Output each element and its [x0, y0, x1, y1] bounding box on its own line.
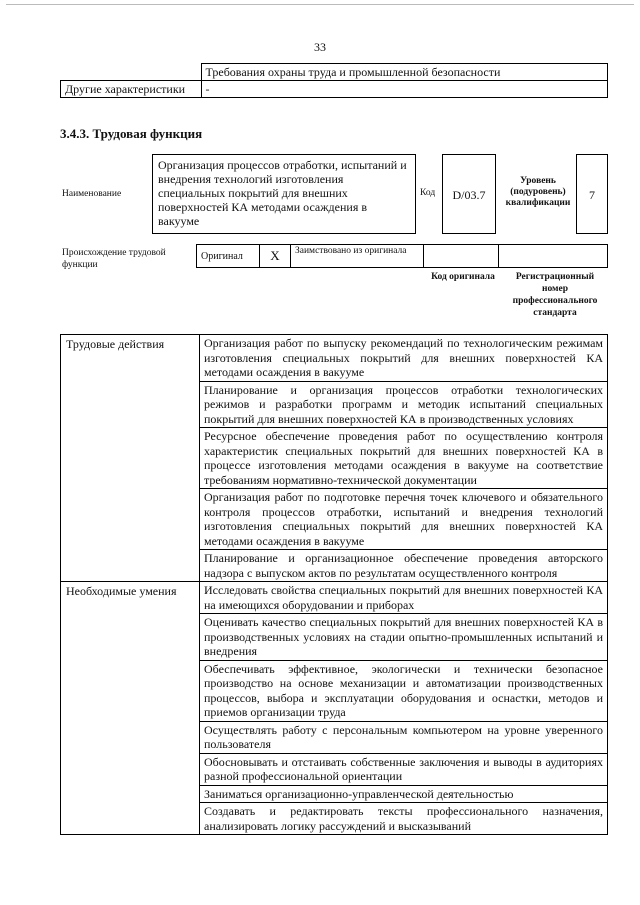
required-skills-label: Необходимые умения: [61, 582, 200, 835]
table-cell: Исследовать свойства специальных покрытий для внешних поверхностей КА на имеющихся оборудовании и приборах: [200, 582, 608, 614]
table-cell: Организация работ по подготовке перечня точек ключевого и обязательного контроля процессов отработки, испытаний и внедрения технологий изготовления специальных покрытий для внешних поверхностей КА методами осаждения в вакууме: [200, 489, 608, 550]
table-cell: Оценивать качество специальных покрытий для внешних поверхностей КА в производственных условиях на стадии опытно-промышленных испытаний и внедрения: [200, 614, 608, 661]
table-cell: Обеспечивать эффективное, экологически и технически безопасное производство на основе механизации и автоматизации производственных процессов, выбора и эксплуатации оборудования и оснастки, методов и приемов организации труда: [200, 660, 608, 721]
top-table: [60, 63, 608, 98]
table-row: [61, 582, 608, 614]
table-cell: Планирование и организация процессов отработки технологических режимов и разработки программ и методик испытаний специальных покрытий для внешних поверхностей КА в производственных условиях: [200, 381, 608, 428]
scan-edge-line: [6, 4, 634, 5]
code-original-label: Код оригинала: [431, 272, 495, 282]
original-mark: X: [260, 245, 291, 268]
table-cell: Осуществлять работу с персональным компьютером на уровне уверенного пользователя: [200, 721, 608, 753]
section-title: 3.4.3. Трудовая функция: [60, 126, 203, 141]
borrowed-label: Заимствовано из оригинала: [291, 245, 424, 268]
table-cell: Обосновывать и отстаивать собственные заключения и выводы в аудиториях разной профессиональной ориентации: [200, 753, 608, 785]
origin-table: [196, 244, 608, 268]
other-characteristics-value: -: [201, 81, 608, 98]
qualification-level-label: Уровень (подуровень) квалификации: [505, 176, 571, 208]
reg-number-cell: [499, 245, 608, 268]
table-cell: Ресурсное обеспечение проведения работ по осуществлению контроля характеристик специальных покрытий для внешних поверхностей КА в процессе изготовления методами осаждения в вакууме на соответствие требованиям нормативно-технической документации: [200, 428, 608, 489]
table-cell: Планирование и организационное обеспечение проведения авторского надзора с выпуском актов по результатам осуществленного контроля: [200, 550, 608, 582]
main-table: [60, 334, 608, 835]
origin-label: Происхождение трудовой функции: [62, 248, 166, 270]
table-cell: Организация работ по выпуску рекомендаций по технологическим режимам изготовления специальных покрытий для внешних поверхностей КА методами осаждения в вакууме: [200, 335, 608, 382]
code-original-cell: [424, 245, 499, 268]
function-name-box: Организация процессов отработки, испытаний и внедрения технологий изготовления специальных покрытий для внешних поверхностей КА методами осаждения в вакууме: [152, 154, 416, 234]
function-code-box: D/03.7: [442, 154, 496, 234]
other-characteristics-label: Другие характеристики: [61, 81, 202, 98]
table-cell: Создавать и редактировать тексты профессионального назначения, анализировать логику рассуждений и высказываний: [200, 803, 608, 835]
table-row: [61, 335, 608, 382]
labor-actions-label: Трудовые действия: [61, 335, 200, 582]
reg-number-label: Регистрационный номер профессионального стандарта: [512, 272, 598, 318]
safety-requirements-cell: Требования охраны труда и промышленной безопасности: [201, 64, 608, 81]
table-cell: Заниматься организационно-управленческой деятельностью: [200, 785, 608, 803]
original-label: Оригинал: [197, 245, 260, 268]
code-label: Код: [420, 188, 436, 198]
qualification-level-box: 7: [576, 154, 608, 234]
name-label: Наименование: [62, 189, 122, 199]
page-number: 33: [314, 40, 326, 54]
